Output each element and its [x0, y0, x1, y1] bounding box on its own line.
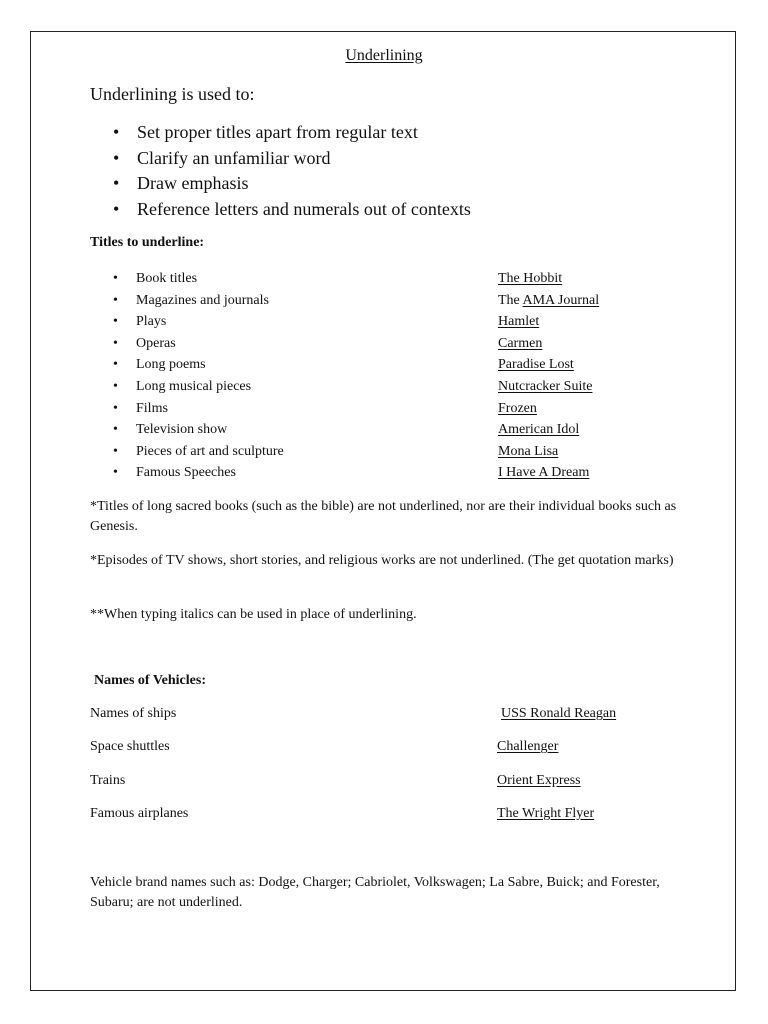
title-category: Long poems: [136, 357, 206, 373]
title-example-cell: [498, 354, 574, 376]
titles-heading: Titles to underline:: [90, 235, 205, 250]
titles-row: [113, 376, 713, 398]
title-example-cell: [498, 376, 592, 398]
title-example-cell: [498, 311, 539, 333]
title-category: Operas: [136, 335, 176, 351]
title-example-cell: [498, 441, 558, 463]
title-category: Famous Speeches: [136, 465, 236, 481]
title-category: Television show: [136, 422, 228, 438]
vehicle-category: Trains: [90, 773, 126, 788]
title-category: Book titles: [136, 271, 198, 286]
title-example-cell: [498, 268, 562, 290]
titles-row: [113, 441, 713, 463]
vehicle-category: Names of ships: [90, 706, 177, 721]
title-example: I Have A Dream: [498, 465, 590, 481]
title-example-cell: [498, 290, 599, 312]
bullet-icon: •: [113, 378, 118, 394]
document-title: Underlining: [345, 47, 423, 64]
bullet-icon: •: [113, 357, 118, 373]
bullet-icon: •: [113, 422, 118, 438]
uses-list-item: • Draw emphasis: [113, 171, 471, 197]
title-example-cell: [498, 462, 589, 484]
titles-row: [113, 354, 713, 376]
vehicles-heading: Names of Vehicles:: [94, 673, 206, 688]
title-example-cell: [498, 419, 579, 441]
vehicle-example: The Wright Flyer: [497, 806, 595, 821]
bullet-icon: •: [113, 271, 118, 286]
uses-list-item: • Reference letters and numerals out of contexts: [113, 197, 471, 223]
titles-row: [113, 398, 713, 420]
vehicle-category: Famous airplanes: [90, 806, 189, 821]
title-example: Mona Lisa: [498, 443, 559, 459]
titles-row: [113, 290, 713, 312]
document-page: [30, 31, 736, 991]
titles-table: [113, 268, 713, 484]
title-example: Hamlet: [498, 314, 540, 330]
title-example-cell: [498, 333, 542, 355]
title-category: Pieces of art and sculpture: [136, 443, 284, 459]
title-category: Films: [136, 400, 168, 416]
title-example: American Idol: [498, 422, 580, 438]
title-example-prefix: The: [498, 292, 523, 308]
titles-row: [113, 333, 713, 355]
vehicle-example: USS Ronald Reagan: [501, 706, 617, 721]
bullet-icon: •: [113, 314, 118, 330]
titles-row: [113, 268, 713, 290]
intro-text: Underlining is used to:: [90, 84, 255, 104]
title-example: Paradise Lost: [498, 357, 574, 373]
bullet-icon: •: [113, 465, 118, 481]
bullet-icon: •: [113, 443, 118, 459]
title-category: Magazines and journals: [136, 292, 269, 308]
vehicle-example: Challenger: [497, 739, 559, 754]
bullet-icon: •: [113, 335, 118, 351]
note-episodes: *Episodes of TV shows, short stories, and religious works are not underlined. (The get quotation marks): [90, 553, 674, 568]
note-sacred-books: *Titles of long sacred books (such as the bible) are not underlined, nor are their individual books such as Genesis.: [90, 499, 677, 534]
title-category: Long musical pieces: [136, 378, 252, 394]
title-example: AMA Journal: [522, 292, 600, 308]
uses-list-item: • Set proper titles apart from regular text: [113, 120, 471, 146]
bullet-icon: •: [113, 400, 118, 416]
titles-row: [113, 462, 713, 484]
title-example: Frozen: [498, 400, 537, 416]
bullet-icon: •: [113, 292, 118, 308]
closing-note: Vehicle brand names such as: Dodge, Charger; Cabriolet, Volkswagen; La Sabre, Buick; and Forester, Subaru; are not underlined.: [90, 875, 660, 910]
title-example: Carmen: [498, 335, 543, 351]
vehicle-category: Space shuttles: [90, 739, 170, 754]
note-italics: **When typing italics can be used in place of underlining.: [90, 607, 417, 622]
uses-list: [113, 120, 471, 222]
title-category: Plays: [136, 314, 167, 330]
vehicle-example: Orient Express: [497, 773, 581, 788]
title-example: The Hobbit: [498, 271, 563, 286]
titles-row: [113, 419, 713, 441]
title-example: Nutcracker Suite: [498, 378, 593, 394]
title-example-cell: [498, 398, 537, 420]
titles-row: [113, 311, 713, 333]
uses-list-item: • Clarify an unfamiliar word: [113, 146, 471, 172]
